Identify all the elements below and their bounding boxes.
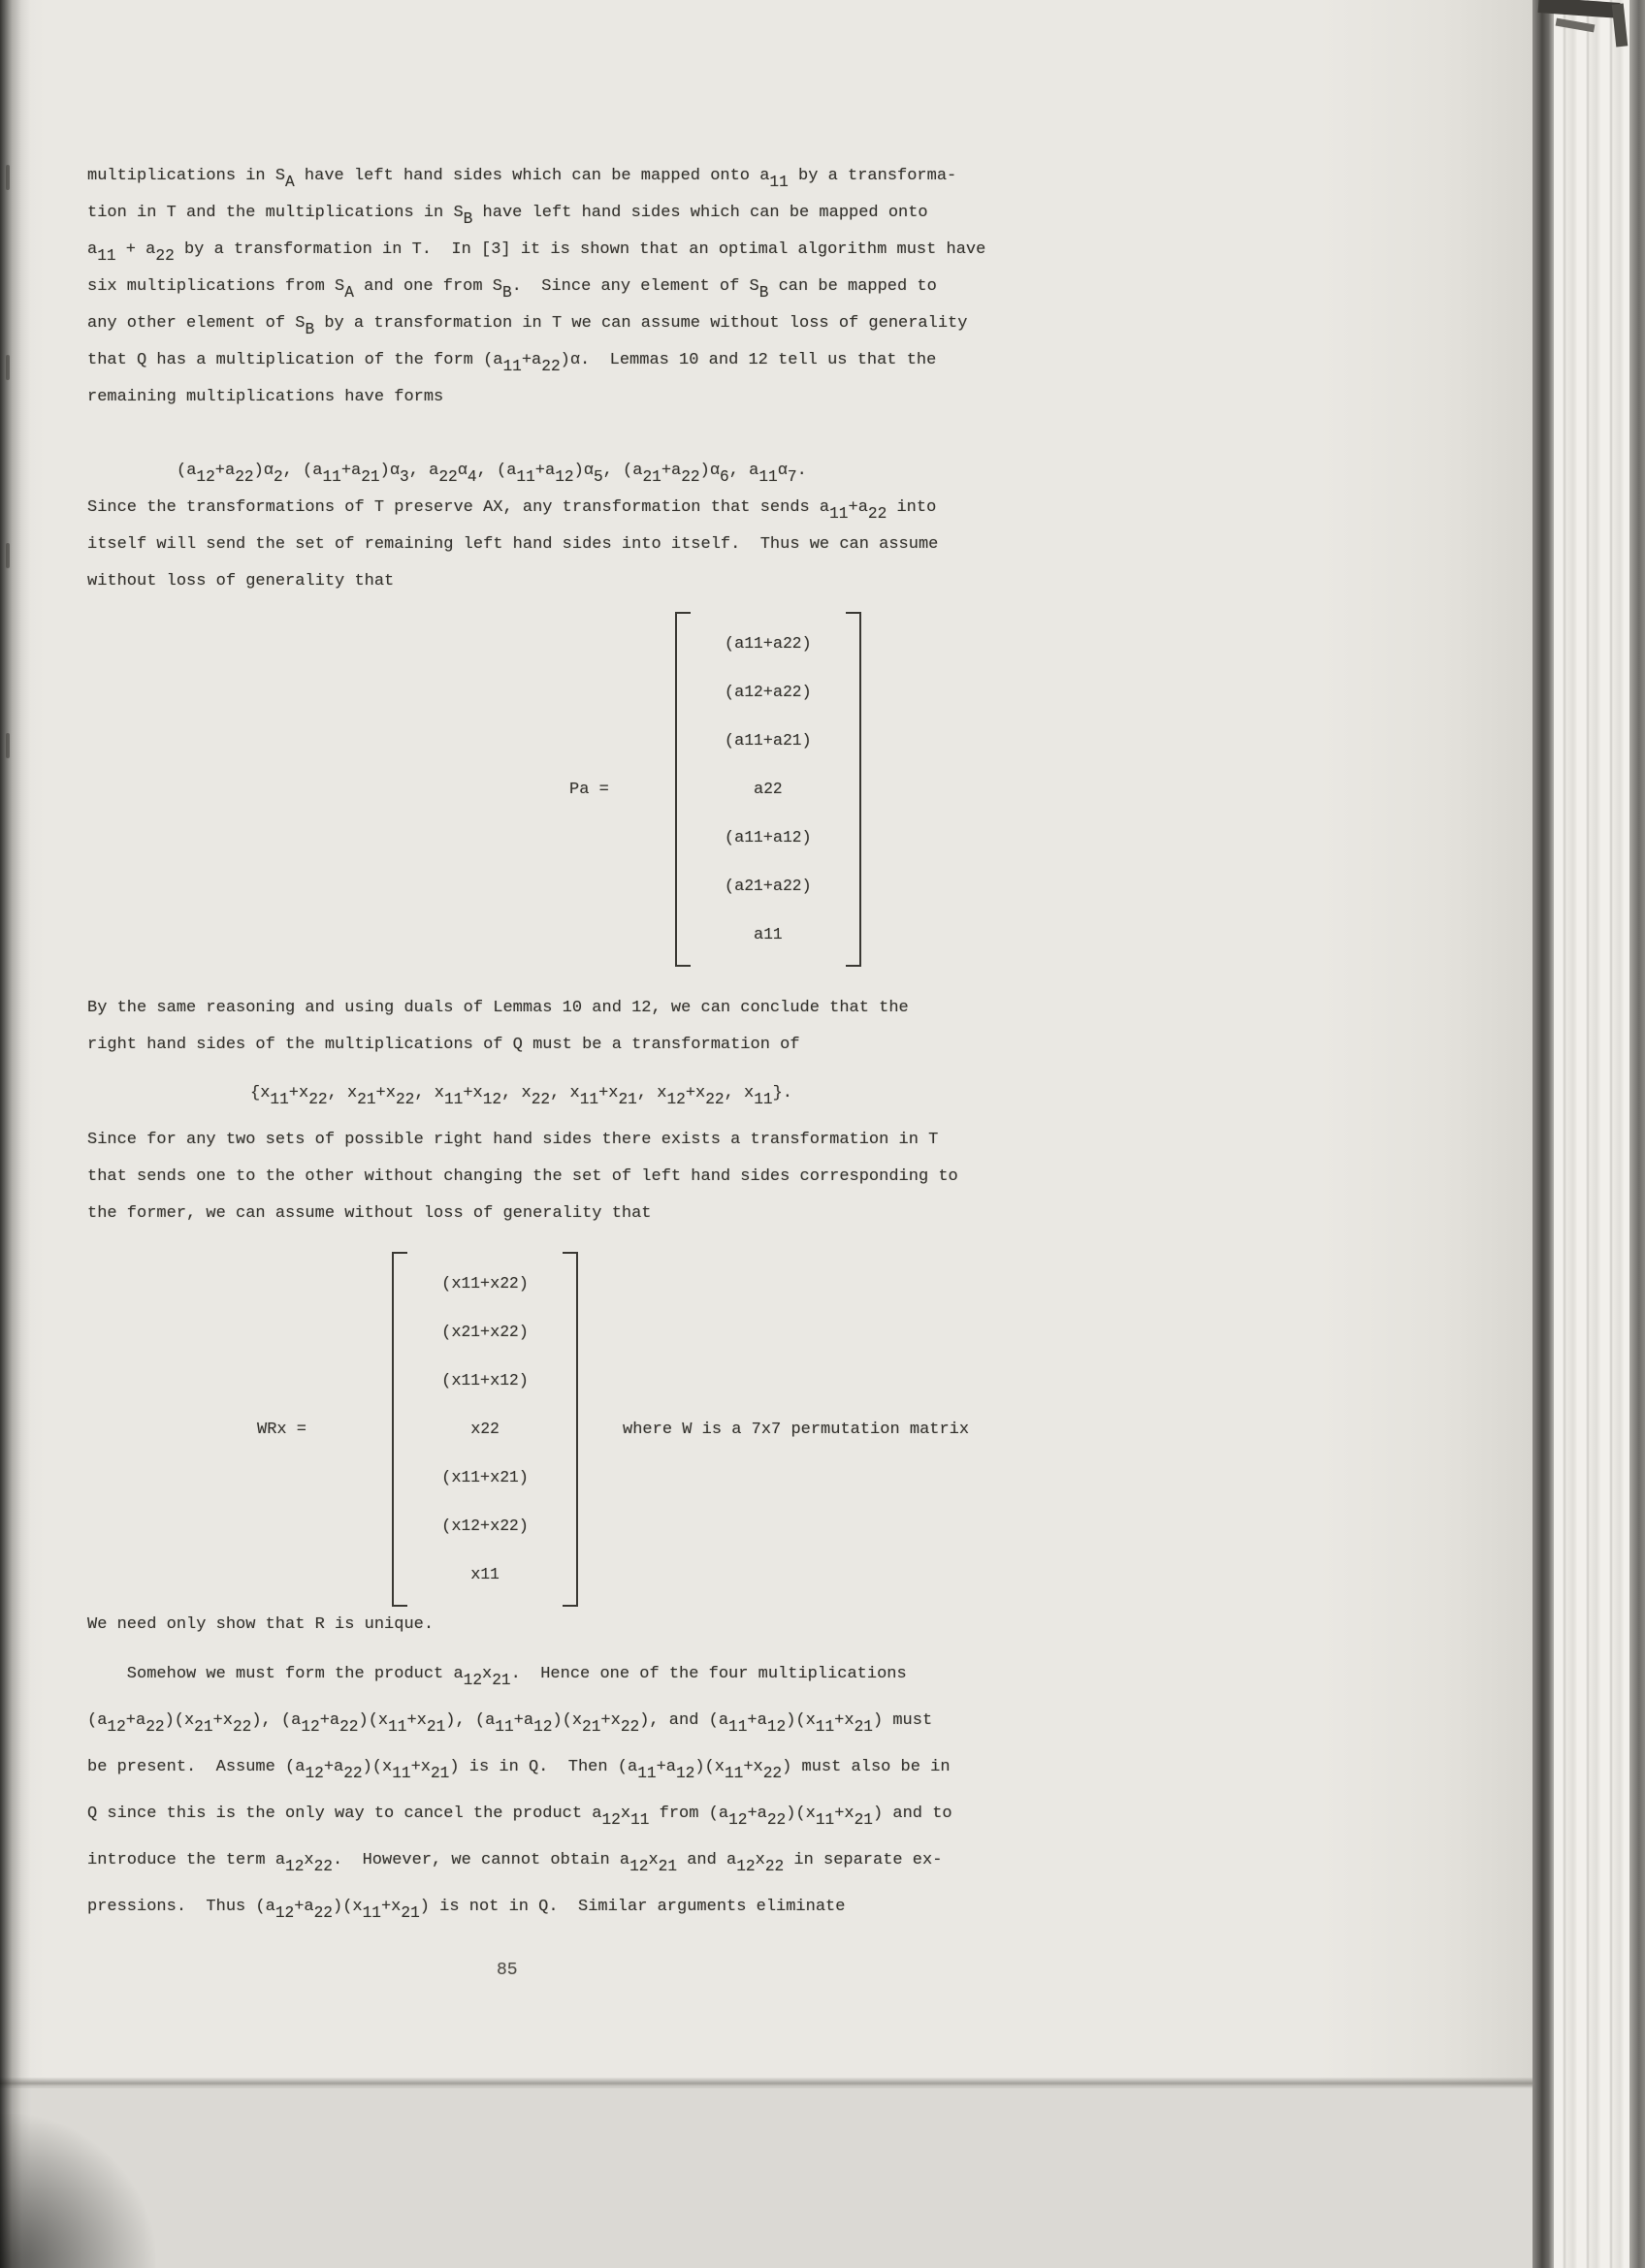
matrix-entry: (x 21 +x 22 ) <box>441 1323 529 1342</box>
paragraph-5 <box>87 1607 1222 1644</box>
text-line: Since for any two sets of possible right hand sides there exists a transformation in T <box>87 1131 939 1149</box>
scan-bottom-background <box>0 2087 1532 2268</box>
equation-pa <box>87 612 1222 967</box>
text-line: that Q has a multiplication of the form $(a_{11}+a_{22})\alpha$. Lemmas 10 and 12 tell us that the <box>87 351 937 375</box>
page-bottom-edge-shadow <box>0 2077 1532 2089</box>
right-bracket <box>846 612 861 967</box>
matrix-entry: (a 11 +a 22 ) <box>724 634 812 654</box>
matrix-entry: (a 12 +a 22 ) <box>724 683 812 702</box>
pa-column-vector <box>675 612 861 967</box>
book-spine-shadow <box>0 0 31 2268</box>
text-line: without loss of generality that <box>87 572 395 591</box>
text-line: multiplications in $S_A$ have left hand sides which can be mapped onto $a_{11}$ by a transforma- <box>87 167 957 191</box>
matrix-entry: x 22 <box>470 1420 500 1439</box>
book-edge-dark <box>1629 0 1645 2268</box>
text-line: the former, we can assume without loss of generality that <box>87 1204 652 1223</box>
text-line: itself will send the set of remaining left hand sides into itself. Thus we can assume <box>87 535 939 554</box>
matrix-entry: (x 12 +x 22 ) <box>441 1517 529 1536</box>
matrix-entry: (x 11 +x 12 ) <box>441 1371 529 1390</box>
book-fore-edge-pages <box>1554 0 1629 2268</box>
paragraph-6 <box>87 1651 1222 1931</box>
text-line: Somehow we must form the product $a_{12}x_{21}$. Hence one of the four multiplications <box>87 1665 907 1689</box>
matrix-entry: (x 11 +x 21 ) <box>441 1468 529 1487</box>
matrix-entry: (x 11 +x 22 ) <box>441 1274 529 1294</box>
matrix-entry: (a 21 +a 22 ) <box>724 877 812 896</box>
page-content <box>87 0 1222 1931</box>
text-line: any other element of $S_B$ by a transformation in T we can assume without loss of generality <box>87 314 968 338</box>
matrix-entry: a 11 <box>754 925 783 944</box>
paragraph-4 <box>87 1122 1222 1232</box>
text-line: Since the transformations of T preserve AX, any transformation that sends $a_{11}+a_{22}$ into <box>87 498 937 523</box>
text-line: We need only show that R is unique. <box>87 1615 435 1634</box>
text-line: Q since this is the only way to cancel the product $a_{12}x_{11}$ from $(a_{12}+a_{22})(x_{11}+x_{21})$ and to <box>87 1805 952 1829</box>
equation-display-alpha-forms: $(a_{12}+a_{22})\alpha_2$, $(a_{11}+a_{21})\alpha_3$, $a_{22}\alpha_4$, $(a_{11}+a_{12})\alpha_5$, $(a_{21}+a_{22})\alpha_6$, $a_{11}\alpha_7$. <box>177 462 807 486</box>
spine-mark <box>6 165 10 190</box>
spine-mark <box>6 355 10 380</box>
text-line: six multiplications from $S_A$ and one from $S_B$. Since any element of $S_B$ can be mapped to <box>87 277 937 302</box>
right-bracket <box>563 1252 578 1607</box>
equation-wrx <box>87 1252 1222 1607</box>
matrix-entry: a 22 <box>754 780 783 799</box>
text-line: pressions. Thus $(a_{12}+a_{22})(x_{11}+x_{21})$ is not in Q. Similar arguments eliminate <box>87 1898 846 1922</box>
paragraph-1 <box>87 158 1222 416</box>
text-line: tion in T and the multiplications in $S_B$ have left hand sides which can be mapped onto <box>87 204 928 228</box>
text-line: introduce the term $a_{12}x_{22}$. However, we cannot obtain $a_{12}x_{21}$ and $a_{12}x_{22}$ in separate ex- <box>87 1851 943 1875</box>
left-bracket <box>675 612 691 967</box>
text-line: right hand sides of the multiplications of Q must be a transformation of <box>87 1036 800 1054</box>
matrix-entry: x 11 <box>470 1565 500 1584</box>
text-line: $(a_{12}+a_{22})(x_{21}+x_{22})$, $(a_{12}+a_{22})(x_{11}+x_{21})$, $(a_{11}+a_{12})(x_{21}+x_{22})$, and $(a_{11}+a_{12})(x_{11}+x_{21})$ must <box>87 1711 933 1736</box>
page-edge-gutter <box>1532 0 1554 2268</box>
spine-mark <box>6 543 10 568</box>
wrx-entries <box>407 1252 563 1607</box>
pa-entries <box>691 612 846 967</box>
paragraph-3 <box>87 990 1222 1064</box>
text-line: that sends one to the other without changing the set of left hand sides corresponding to <box>87 1167 958 1186</box>
text-line: By the same reasoning and using duals of Lemmas 10 and 12, we can conclude that the <box>87 999 909 1017</box>
page-number: 85 <box>497 1961 518 1980</box>
wrx-column-vector <box>392 1252 578 1607</box>
matrix-entry: (a 11 +a 21 ) <box>724 731 812 751</box>
wrx-note: where W is a 7x7 permutation matrix <box>623 1420 970 1439</box>
wrx-equals-label: WRx = <box>257 1420 307 1439</box>
text-line: remaining multiplications have forms <box>87 388 444 406</box>
text-line: $a_{11} + a_{22}$ by a transformation in T. In [3] it is shown that an optimal algorithm must have <box>87 240 986 265</box>
left-bracket <box>392 1252 407 1607</box>
spine-mark <box>6 733 10 758</box>
text-line: be present. Assume $(a_{12}+a_{22})(x_{11}+x_{21})$ is in Q. Then $(a_{11}+a_{12})(x_{11}+x_{22})$ must also be in <box>87 1758 951 1782</box>
pa-equals-label: Pa = <box>569 780 609 799</box>
matrix-entry: (a 11 +a 12 ) <box>724 828 812 847</box>
paragraph-2 <box>87 490 1222 600</box>
equation-display-x-set: {$x_{11}+x_{22}$, $x_{21}+x_{22}$, $x_{11}+x_{12}$, $x_{22}$, $x_{11}+x_{21}$, $x_{12}+x_{22}$, $x_{11}$}. <box>250 1084 792 1108</box>
